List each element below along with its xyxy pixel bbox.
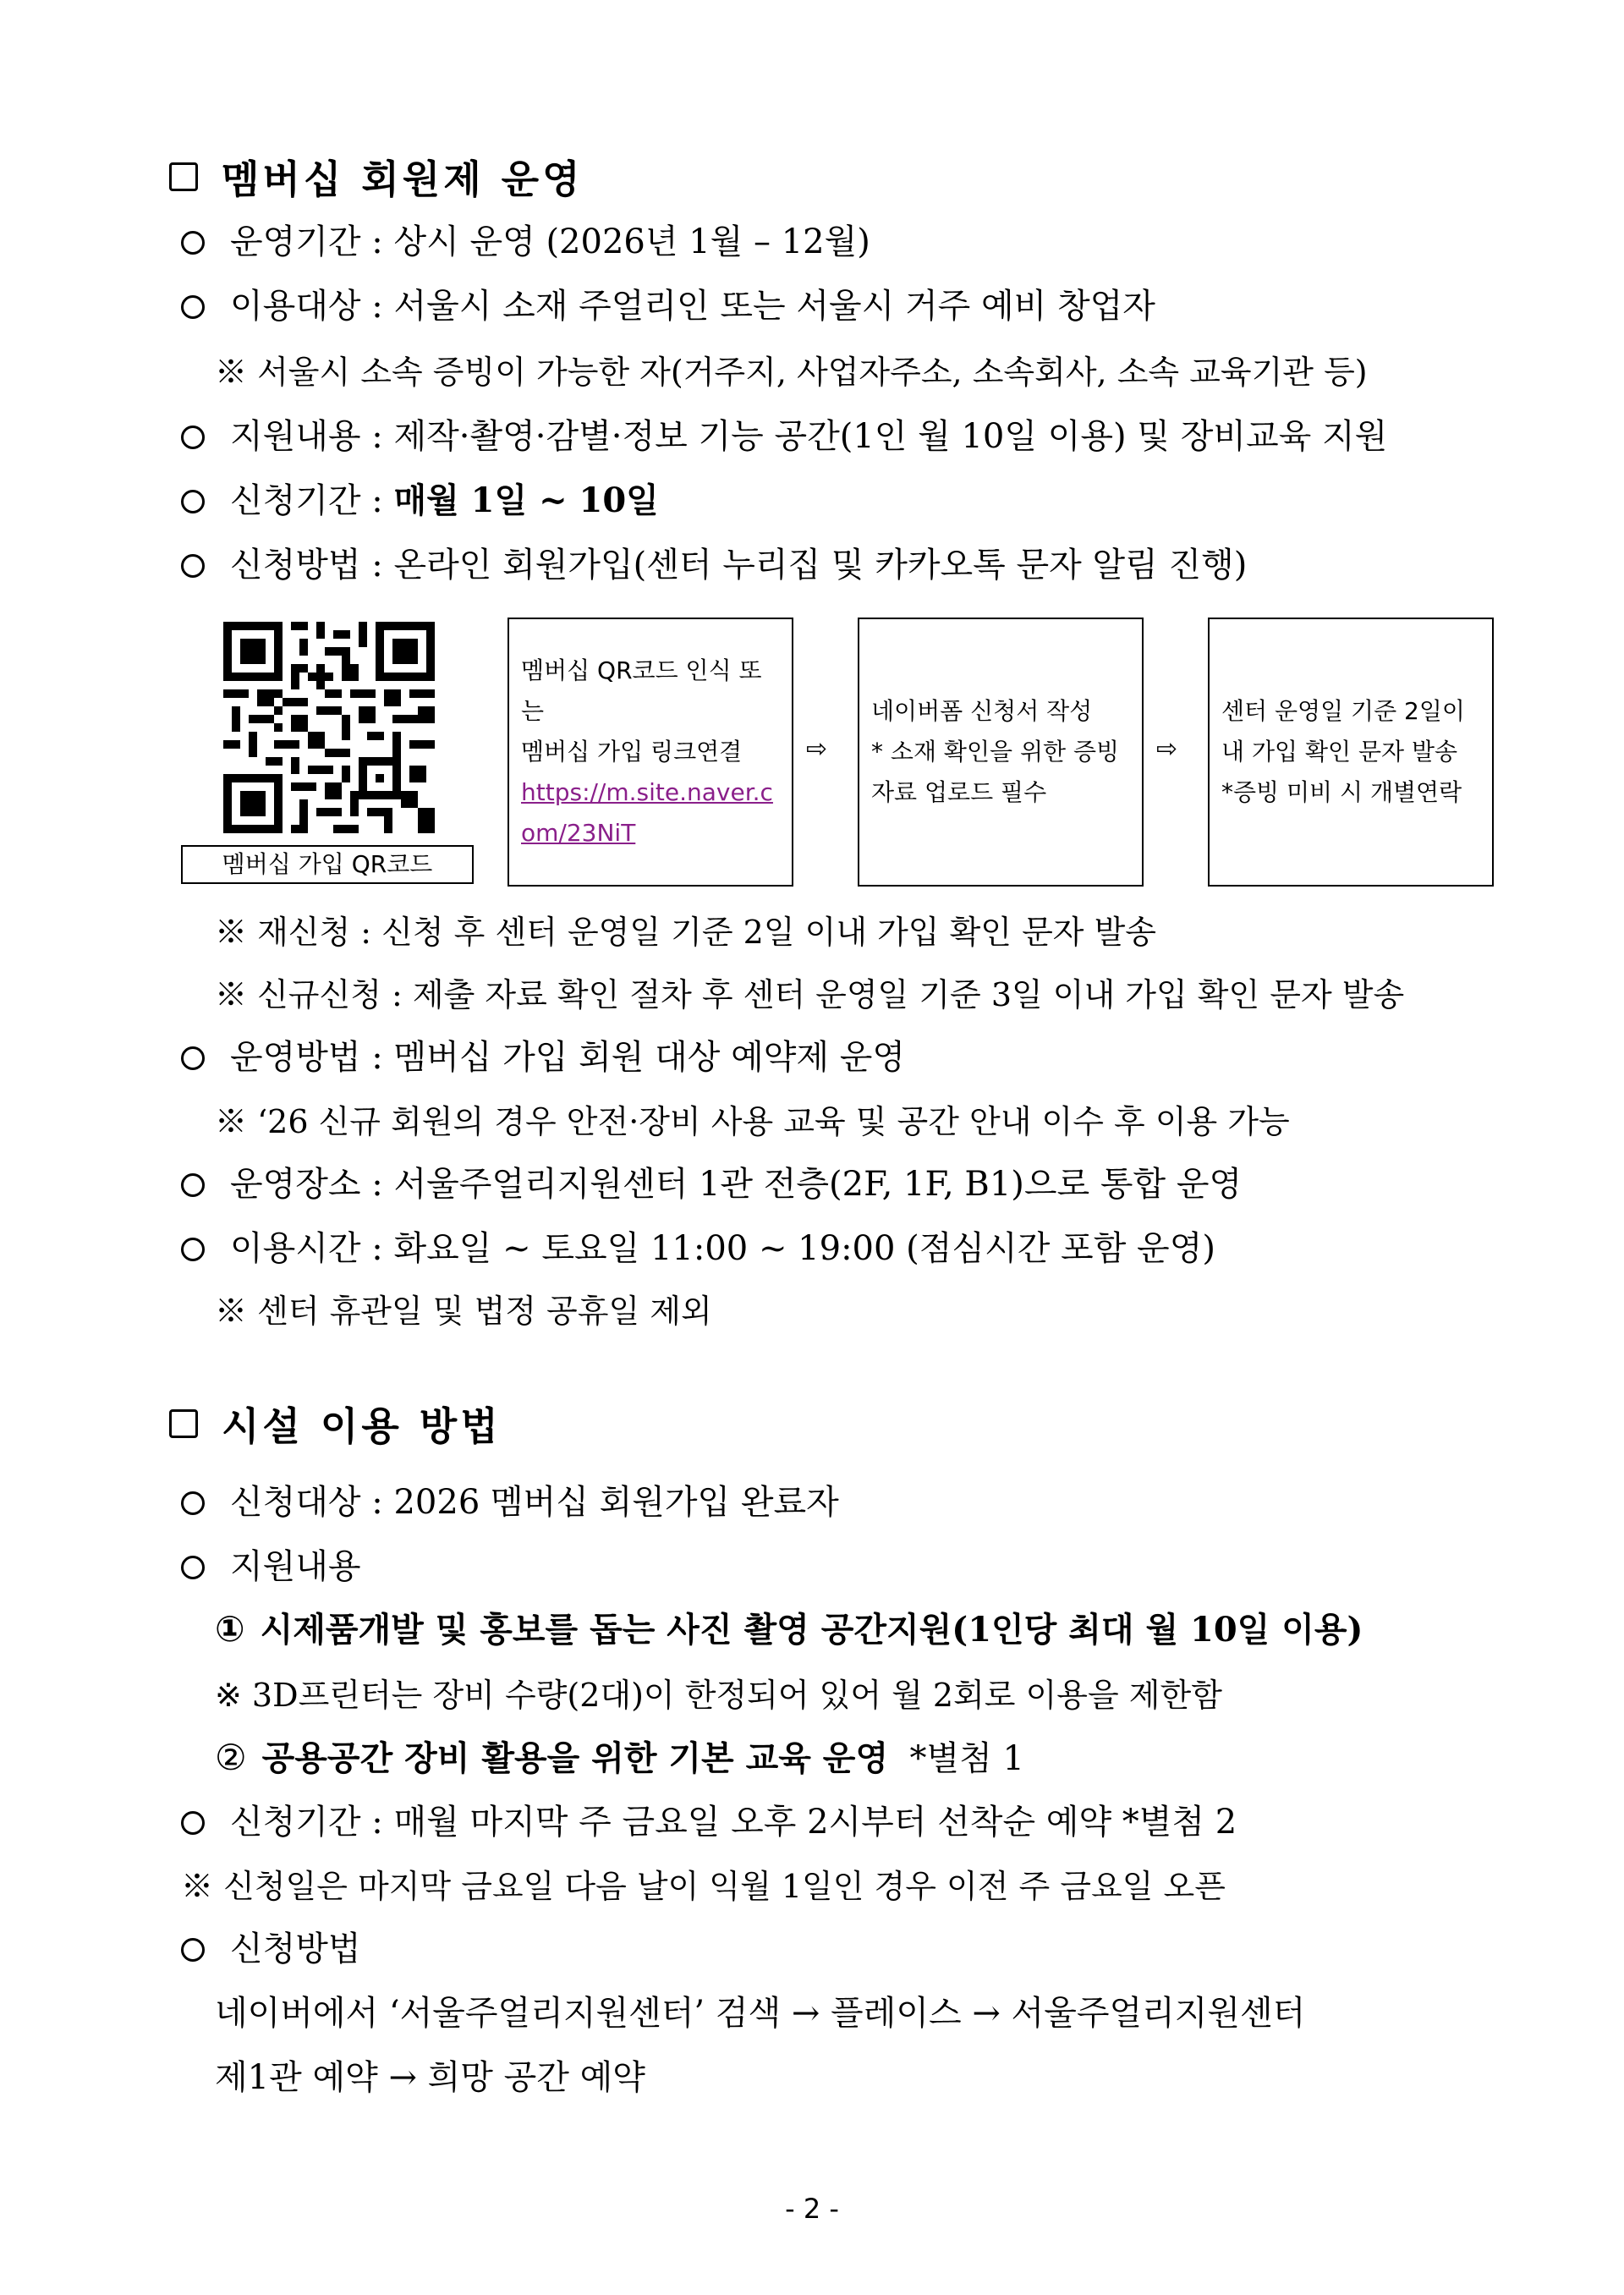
checkbox-square-icon — [169, 162, 198, 191]
membership-signup-link[interactable]: https://m.site.naver.com/23NiT — [521, 778, 773, 847]
bullet-support: 지원내용 — [181, 1546, 361, 1587]
support-item-2: ② 공용공간 장비 활용을 위한 기본 교육 운영 *별첨 1 — [215, 1737, 1024, 1778]
flow-step-2: 네이버폼 신청서 작성 * 소재 확인을 위한 증빙 자료 업로드 필수 — [858, 618, 1144, 887]
section-heading-facility — [169, 1396, 502, 1452]
arrow-right-icon: ⇨ — [806, 734, 828, 764]
bullet-location: 운영장소 : 서울주얼리지원센터 1관 전층(2F, 1F, B1)으로 통합 운영 — [181, 1164, 1242, 1205]
circle-bullet-icon — [181, 1491, 205, 1515]
section-heading-membership — [169, 149, 584, 205]
circle-bullet-icon — [181, 1938, 205, 1962]
apply-period-value: 매월 1일 ~ 10일 — [393, 480, 659, 520]
flow-step-3: 센터 운영일 기준 2일이 내 가입 확인 문자 발송 *증빙 미비 시 개별연락 — [1208, 618, 1494, 887]
support-item-1: ① 시제품개발 및 홍보를 돕는 사진 촬영 공간지원(1인당 최대 월 10일 이용) — [215, 1608, 1363, 1650]
note-hours: ※ 센터 휴관일 및 법정 공휴일 제외 — [215, 1293, 712, 1330]
checkbox-square-icon — [169, 1409, 198, 1438]
note-3d-printer: ※ 3D프린터는 장비 수량(2대)이 한정되어 있어 월 2회로 이용을 제한함 — [215, 1677, 1222, 1714]
bullet-apply-method: 신청방법 — [181, 1929, 361, 1969]
flow-step-1: 멤버십 QR코드 인식 또는 멤버십 가입 링크연결 https://m.site.naver.com/23NiT — [508, 618, 793, 887]
qr-code-image[interactable] — [223, 622, 435, 833]
section-title: 멤버십 회원제 운영 — [222, 156, 584, 202]
circle-bullet-icon — [181, 490, 205, 513]
apply-method-line-1: 네이버에서 ‘서울주얼리지원센터’ 검색 → 플레이스 → 서울주얼리지원센터 — [215, 1994, 1306, 2033]
note-target: ※ 서울시 소속 증빙이 가능한 자(거주지, 사업자주소, 소속회사, 소속 교육기관 등) — [215, 354, 1368, 391]
bullet-hours: 이용시간 : 화요일 ~ 토요일 11:00 ~ 19:00 (점심시간 포함 운영) — [181, 1228, 1215, 1269]
circle-bullet-icon — [181, 1238, 205, 1261]
circle-bullet-icon — [181, 1046, 205, 1070]
section-title: 시설 이용 방법 — [222, 1403, 502, 1449]
qr-code-block — [181, 622, 477, 891]
circle-bullet-icon — [181, 231, 205, 255]
circle-bullet-icon — [181, 1173, 205, 1197]
circle-bullet-icon — [181, 426, 205, 449]
apply-method-line-2: 제1관 예약 → 희망 공간 예약 — [215, 2058, 645, 2097]
note-new-apply: ※ 신규신청 : 제출 자료 확인 절차 후 센터 운영일 기준 3일 이내 가입 확인 문자 발송 — [215, 976, 1405, 1013]
bullet-apply-method: 신청방법 : 온라인 회원가입(센터 누리집 및 카카오톡 문자 알림 진행) — [181, 545, 1247, 585]
circle-bullet-icon — [181, 554, 205, 578]
bullet-operation-method: 운영방법 : 멤버십 가입 회원 대상 예약제 운영 — [181, 1037, 905, 1078]
bullet-target: 이용대상 : 서울시 소재 주얼리인 또는 서울시 거주 예비 창업자 — [181, 286, 1155, 327]
circle-bullet-icon — [181, 1556, 205, 1579]
page-number: - 2 - — [785, 2193, 839, 2225]
bullet-apply-period: 신청기간 : 매월 마지막 주 금요일 오후 2시부터 선착순 예약 *별첨 2 — [181, 1802, 1237, 1842]
qr-caption: 멤버십 가입 QR코드 — [181, 845, 474, 884]
note-operation: ※ ‘26 신규 회원의 경우 안전·장비 사용 교육 및 공간 안내 이수 후 이용 가능 — [215, 1103, 1290, 1140]
note-apply-period: ※ 신청일은 마지막 금요일 다음 날이 익월 1일인 경우 이전 주 금요일 오픈 — [181, 1868, 1226, 1905]
note-reapply: ※ 재신청 : 신청 후 센터 운영일 기준 2일 이내 가입 확인 문자 발송 — [215, 914, 1157, 951]
circle-bullet-icon — [181, 295, 205, 319]
bullet-apply-period: 신청기간 : 매월 1일 ~ 10일 — [181, 480, 659, 521]
circle-bullet-icon — [181, 1811, 205, 1835]
bullet-target: 신청대상 : 2026 멤버십 회원가입 완료자 — [181, 1482, 839, 1523]
bullet-support: 지원내용 : 제작·촬영·감별·정보 기능 공간(1인 월 10일 이용) 및 장비교육 지원 — [181, 416, 1387, 457]
arrow-right-icon: ⇨ — [1156, 734, 1178, 764]
bullet-period: 운영기간 : 상시 운영 (2026년 1월 – 12월) — [181, 222, 870, 262]
